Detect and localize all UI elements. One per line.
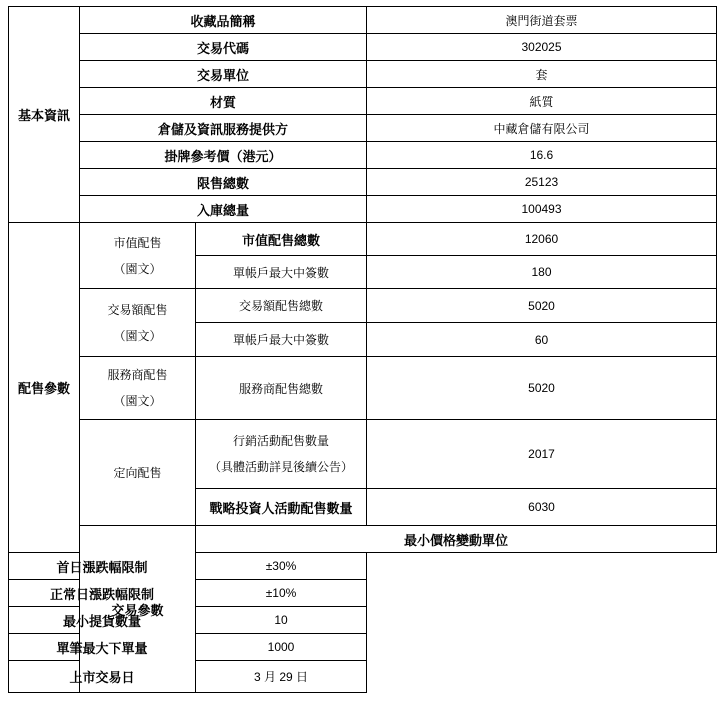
row-value-short-name: 澳門街道套票: [367, 7, 717, 34]
group-name-service-provider: [80, 357, 196, 420]
label-line1: 行銷活動配售數量: [233, 434, 330, 448]
row-label-material: 材質: [80, 88, 367, 115]
row-value-strategic-investor: 6030: [367, 489, 717, 526]
row-label-service-provider-total: 服務商配售總數: [196, 357, 367, 420]
group-name-line2: （園文）: [113, 328, 162, 343]
group-name-line1: 交易額配售: [107, 302, 168, 317]
row-label-normal-day-limit: 正常日漲跌幅限制: [9, 580, 196, 607]
row-value-marketing-activity: 2017: [367, 420, 717, 489]
row-value-trade-unit: 套: [367, 61, 717, 88]
row-value-trade-amount-total: 5020: [367, 289, 717, 323]
group-name-line1: 市值配售: [113, 235, 162, 250]
row-value-storage-total: 100493: [367, 196, 717, 223]
row-value-market-value-total: 12060: [367, 223, 717, 256]
group-name-directed: 定向配售: [80, 420, 196, 526]
row-label-reference-price: 掛牌參考價（港元）: [80, 142, 367, 169]
section-trading-title: 交易參數: [80, 526, 196, 693]
row-label-max-order: 單筆最大下單量: [9, 634, 196, 661]
row-label-min-delivery: 最小提貨數量: [9, 607, 196, 634]
row-label-min-tick: 最小價格變動單位: [196, 526, 717, 553]
row-label-storage-total: 入庫總量: [80, 196, 367, 223]
row-label-market-value-max-win: 單帳戶最大中簽數: [196, 256, 367, 289]
row-label-restricted-total: 限售總數: [80, 169, 367, 196]
row-label-trade-amount-total: 交易額配售總數: [196, 289, 367, 323]
label-line2: （具體活動詳見後續公告）: [209, 460, 354, 474]
group-name-trade-amount: [80, 289, 196, 357]
row-value-min-delivery: 10: [196, 607, 367, 634]
row-value-listing-date: 3 月 29 日: [196, 661, 367, 693]
group-name-line2: （園文）: [113, 261, 162, 276]
collectible-info-table: [8, 6, 717, 693]
row-value-service-provider-total: 5020: [367, 357, 717, 420]
row-label-listing-date: 上市交易日: [9, 661, 196, 693]
row-label-first-day-limit: 首日漲跌幅限制: [9, 553, 196, 580]
row-label-trade-unit: 交易單位: [80, 61, 367, 88]
row-value-storage-provider: 中藏倉儲有限公司: [367, 115, 717, 142]
section-allocation-title: 配售參數: [9, 223, 80, 553]
row-label-strategic-investor: 戰略投資人活動配售數量: [196, 489, 367, 526]
row-label-market-value-total: 市值配售總數: [196, 223, 367, 256]
row-value-material: 紙質: [367, 88, 717, 115]
row-label-short-name: 收藏品簡稱: [80, 7, 367, 34]
row-value-normal-day-limit: ±10%: [196, 580, 367, 607]
row-value-first-day-limit: ±30%: [196, 553, 367, 580]
row-value-reference-price: 16.6: [367, 142, 717, 169]
section-basic-title: 基本資訊: [9, 7, 80, 223]
row-label-marketing-activity: [196, 420, 367, 489]
row-value-max-order: 1000: [196, 634, 367, 661]
row-label-storage-provider: 倉儲及資訊服務提供方: [80, 115, 367, 142]
row-value-trade-code: 302025: [367, 34, 717, 61]
row-value-trade-amount-max-win: 60: [367, 323, 717, 357]
group-name-line2: （園文）: [113, 394, 162, 408]
row-label-trade-amount-max-win: 單帳戶最大中簽數: [196, 323, 367, 357]
row-value-restricted-total: 25123: [367, 169, 717, 196]
group-name-market-value: [80, 223, 196, 289]
row-label-trade-code: 交易代碼: [80, 34, 367, 61]
row-value-market-value-max-win: 180: [367, 256, 717, 289]
group-name-line1: 服務商配售: [107, 368, 168, 382]
